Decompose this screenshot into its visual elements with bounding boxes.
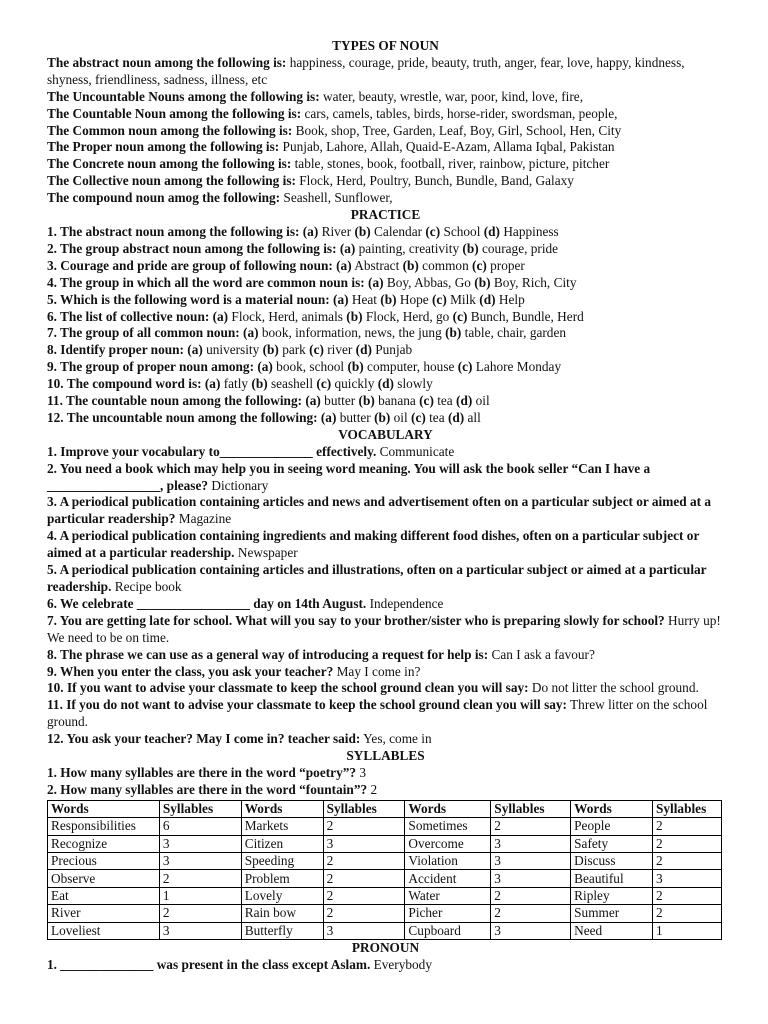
table-row [48, 835, 722, 852]
practice-question [47, 275, 724, 292]
table-row [48, 818, 722, 835]
syllable-count-cell: 2 [653, 905, 722, 922]
syllable-count-cell: 3 [323, 922, 405, 939]
section-title-vocabulary: VOCABULARY [338, 426, 433, 442]
vocabulary-question: 11. If you do not want to advise your classmate to keep the school ground clean you will say: Threw litter on the school ground. [47, 697, 708, 730]
practice-option-text: Lahore Monday [472, 359, 562, 375]
practice-question-bold-text: (c) [309, 342, 324, 358]
practice-question [47, 292, 724, 309]
word-cell: Butterfly [241, 922, 323, 939]
syllable-count-cell: 3 [159, 852, 241, 869]
practice-option-text: book, school [272, 359, 348, 375]
practice-option-text: Hope [396, 291, 432, 307]
practice-question-bold-text: (b) [346, 308, 363, 324]
word-cell: Rain bow [241, 905, 323, 922]
practice-option-text: Flock, Herd, animals [228, 308, 347, 324]
vocabulary-question: 6. We celebrate _________________ day on 14th August. Independence [47, 595, 444, 611]
practice-question [47, 393, 724, 410]
practice-question-bold-text: 7. The group of all common noun: (a) [47, 325, 259, 341]
practice-option-text: Heat [348, 291, 381, 307]
practice-question-bold-text: (b) [262, 342, 279, 358]
practice-question-bold-text: (d) [377, 376, 394, 392]
syllable-count-cell: 2 [323, 887, 405, 904]
practice-option-text: painting, creativity [355, 240, 463, 256]
practice-option-text: River [318, 223, 355, 239]
practice-option-text: Help [495, 291, 525, 307]
word-cell: Problem [241, 870, 323, 887]
practice-question-bold-text: 3. Courage and pride are group of following noun: (a) [47, 257, 352, 273]
practice-question-bold-text: (c) [316, 376, 332, 392]
word-cell: Cupboard [405, 922, 491, 939]
syllable-count-cell: 3 [653, 870, 722, 887]
syllable-count-cell: 2 [159, 905, 241, 922]
practice-question-bold-text: (b) [462, 240, 479, 256]
types-line: The Countable Noun among the following is: cars, camels, tables, birds, horse-rider, swordsman, people, [47, 105, 618, 121]
syllable-question: 2. How many syllables are there in the word “fountain”? 2 [47, 781, 378, 797]
word-cell: Violation [405, 852, 491, 869]
word-cell: Eat [48, 887, 160, 904]
syllable-count-cell: 2 [491, 887, 571, 904]
vocabulary-question: 3. A periodical publication containing articles and news and advertisement often on a particular subject or aimed at a particular readership? Magazine [47, 494, 711, 527]
word-cell: Citizen [241, 835, 323, 852]
column-header-syllables: Syllables [323, 800, 405, 817]
practice-option-text: proper [486, 257, 525, 273]
vocabulary-question: 9. When you enter the class, you ask your teacher? May I come in? [47, 663, 421, 679]
practice-option-text: banana [374, 393, 420, 409]
syllable-count-cell: 3 [323, 835, 405, 852]
types-line: The Collective noun among the following is: Flock, Herd, Poultry, Bunch, Bundle, Band, Galaxy [47, 173, 574, 189]
syllable-count-cell: 3 [491, 870, 571, 887]
table-row [48, 852, 722, 869]
vocabulary-question: 10. If you want to advise your classmate to keep the school ground clean you will say: Do not litter the school ground. [47, 680, 699, 696]
practice-question [47, 241, 724, 258]
practice-question-bold-text: (d) [479, 291, 496, 307]
word-cell: Recognize [48, 835, 160, 852]
practice-question [47, 258, 724, 275]
syllable-count-cell: 2 [653, 818, 722, 835]
syllable-count-cell: 3 [159, 835, 241, 852]
word-cell: Picher [405, 905, 491, 922]
table-row [48, 887, 722, 904]
practice-option-text: fatly [220, 376, 252, 392]
practice-question-bold-text: (c) [472, 257, 487, 273]
syllable-question: 1. How many syllables are there in the word “poetry”? 3 [47, 764, 366, 780]
practice-option-text: Abstract [351, 257, 403, 273]
table-row [48, 905, 722, 922]
word-cell: Markets [241, 818, 323, 835]
practice-question-bold-text: 2. The group abstract noun among the following is: (a) [47, 240, 356, 256]
practice-question-bold-text: (d) [483, 223, 500, 239]
syllable-count-cell: 1 [159, 887, 241, 904]
syllable-count-cell: 2 [323, 852, 405, 869]
practice-option-text: oil [472, 393, 490, 409]
practice-option-text: computer, house [363, 359, 458, 375]
table-row [48, 922, 722, 939]
types-of-noun-list [47, 55, 724, 207]
practice-question-bold-text: (b) [347, 359, 364, 375]
practice-question [47, 325, 724, 342]
practice-question-bold-text: (c) [432, 291, 447, 307]
column-header-words: Words [405, 800, 491, 817]
word-cell: Water [405, 887, 491, 904]
section-title-practice: PRACTICE [350, 207, 421, 223]
word-cell: Responsibilities [48, 818, 160, 835]
word-cell: Safety [571, 835, 653, 852]
vocabulary-question: 1. Improve your vocabulary to______________ effectively. Communicate [47, 443, 455, 459]
syllable-count-cell: 2 [653, 835, 722, 852]
practice-option-text: seashell [267, 376, 317, 392]
practice-question [47, 376, 724, 393]
practice-question-bold-text: (b) [445, 325, 462, 341]
practice-question-bold-text: (b) [354, 223, 371, 239]
practice-option-text: common [418, 257, 473, 273]
practice-question-list [47, 224, 724, 427]
types-line: The abstract noun among the following is: happiness, courage, pride, beauty, truth, anger, fear, love, happy, kindness, shyness, friendliness, sadness, illness, etc [47, 54, 685, 87]
types-line: The Uncountable Nouns among the following is: water, beauty, wrestle, war, poor, kind, love, fire, [47, 88, 584, 104]
word-cell: Overcome [405, 835, 491, 852]
types-line: The compound noun amog the following: Seashell, Sunflower, [47, 190, 393, 206]
syllable-count-cell: 2 [323, 818, 405, 835]
practice-question-bold-text: (b) [358, 393, 375, 409]
word-cell: Beautiful [571, 870, 653, 887]
practice-question-bold-text: 5. Which is the following word is a material noun: (a) [47, 291, 349, 307]
vocabulary-question: 7. You are getting late for school. What will you say to your brother/sister who is preparing slowly for school? Hurry up! We need to be on time. [47, 612, 721, 645]
table-row [48, 870, 722, 887]
practice-question [47, 359, 724, 376]
practice-option-text: tea [425, 409, 448, 425]
syllable-count-cell: 2 [159, 870, 241, 887]
practice-option-text: university [202, 342, 263, 358]
practice-question-bold-text: (c) [452, 308, 468, 324]
practice-question-bold-text: (b) [380, 291, 397, 307]
section-title-pronoun: PRONOUN [351, 939, 420, 955]
pronoun-question: 1. ______________ was present in the class except Aslam. Everybody [47, 956, 432, 972]
practice-question-bold-text: 9. The group of proper noun among: (a) [47, 359, 273, 375]
practice-question-bold-text: 10. The compound word is: (a) [47, 376, 221, 392]
syllable-count-cell: 3 [491, 922, 571, 939]
practice-question [47, 342, 724, 359]
practice-question-bold-text: (c) [457, 359, 473, 375]
vocabulary-question: 5. A periodical publication containing articles and illustrations, often on a particular subject or aimed at a particular readership. Recipe book [47, 562, 707, 594]
practice-option-text: quickly [331, 376, 378, 392]
word-cell: Lovely [241, 887, 323, 904]
vocabulary-question: 2. You need a book which may help you in seeing word meaning. You will ask the book seller “Can I have a _________________, please? Dictionary [47, 460, 651, 493]
vocabulary-question: 12. You ask your teacher? May I come in? teacher said: Yes, come in [47, 731, 432, 747]
practice-question-bold-text: (b) [374, 409, 391, 425]
syllable-count-cell: 6 [159, 818, 241, 835]
practice-option-text: Bunch, Bundle, Herd [467, 308, 584, 324]
practice-option-text: Milk [446, 291, 480, 307]
syllable-count-cell: 2 [323, 905, 405, 922]
types-line: The Proper noun among the following is: Punjab, Lahore, Allah, Quaid-E-Azam, Allama Iqbal, Pakistan [47, 139, 615, 155]
word-cell: Speeding [241, 852, 323, 869]
word-cell: Observe [48, 870, 160, 887]
practice-option-text: butter [320, 393, 359, 409]
practice-option-text: Calendar [370, 223, 426, 239]
practice-option-text: butter [336, 409, 375, 425]
practice-option-text: tea [433, 393, 457, 409]
syllable-table-body [48, 818, 722, 940]
practice-question-bold-text: 6. The list of collective noun: (a) [47, 308, 229, 324]
practice-question-bold-text: (d) [447, 409, 465, 425]
practice-question-bold-text: (b) [402, 257, 419, 273]
column-header-words: Words [48, 800, 160, 817]
word-cell: Sometimes [405, 818, 491, 835]
practice-question-bold-text: 12. The uncountable noun among the following: (a) [47, 409, 337, 425]
practice-option-text: table, chair, garden [461, 325, 567, 341]
word-cell: Discuss [571, 852, 653, 869]
column-header-words: Words [241, 800, 323, 817]
practice-option-text: park [278, 342, 310, 358]
practice-option-text: slowly [393, 376, 433, 392]
syllable-count-cell: 2 [491, 905, 571, 922]
practice-question-bold-text: (b) [474, 274, 491, 290]
column-header-syllables: Syllables [653, 800, 722, 817]
word-cell: People [571, 818, 653, 835]
word-cell: River [48, 905, 160, 922]
syllable-table-header-row [48, 800, 722, 817]
practice-question-bold-text: (d) [355, 342, 372, 358]
practice-option-text: Boy, Abbas, Go [383, 274, 475, 290]
syllable-count-cell: 2 [323, 870, 405, 887]
practice-option-text: Punjab [371, 342, 413, 358]
word-cell: Summer [571, 905, 653, 922]
vocabulary-question: 8. The phrase we can use as a general way of introducing a request for help is: Can I ask a favour? [47, 646, 595, 662]
syllable-count-cell: 3 [491, 835, 571, 852]
practice-question-bold-text: 11. The countable noun among the following: (a) [47, 393, 321, 409]
syllable-count-cell: 3 [491, 852, 571, 869]
practice-option-text: Happiness [500, 223, 559, 239]
word-cell: Accident [405, 870, 491, 887]
types-line: The Common noun among the following is: Book, shop, Tree, Garden, Leaf, Boy, Girl, School, Hen, City [47, 122, 622, 138]
syllable-count-cell: 2 [653, 852, 722, 869]
types-line: The Concrete noun among the following is: table, stones, book, football, river, rainbow, picture, pitcher [47, 156, 610, 172]
practice-option-text: courage, pride [478, 240, 559, 256]
word-cell: Loveliest [48, 922, 160, 939]
practice-option-text: School [440, 223, 484, 239]
practice-question [47, 410, 724, 427]
practice-question [47, 224, 724, 241]
column-header-syllables: Syllables [491, 800, 571, 817]
practice-option-text: Flock, Herd, go [362, 308, 453, 324]
practice-question-bold-text: 1. The abstract noun among the following is: (a) [47, 223, 319, 239]
practice-option-text: book, information, news, the jung [258, 325, 446, 341]
practice-question-bold-text: 4. The group in which all the word are common noun is: (a) [47, 274, 384, 290]
vocabulary-question: 4. A periodical publication containing ingredients and making different food dishes, often on a particular subject or aimed at a particular readership. Newspaper [47, 528, 700, 561]
word-cell: Ripley [571, 887, 653, 904]
practice-question-bold-text: (d) [456, 393, 473, 409]
section-title-syllables: SYLLABLES [346, 748, 425, 764]
practice-question [47, 309, 724, 326]
practice-question-bold-text: (c) [411, 409, 426, 425]
practice-option-text: river [323, 342, 356, 358]
syllable-table [47, 800, 722, 940]
syllable-count-cell: 2 [653, 887, 722, 904]
syllable-count-cell: 2 [491, 818, 571, 835]
column-header-words: Words [571, 800, 653, 817]
column-header-syllables: Syllables [159, 800, 241, 817]
practice-option-text: oil [390, 409, 412, 425]
syllable-count-cell: 3 [159, 922, 241, 939]
word-cell: Precious [48, 852, 160, 869]
practice-question-bold-text: (c) [425, 223, 441, 239]
practice-question-bold-text: (c) [419, 393, 434, 409]
practice-option-text: all [464, 409, 481, 425]
syllable-count-cell: 1 [653, 922, 722, 939]
word-cell: Need [571, 922, 653, 939]
section-title-types-of-noun: TYPES OF NOUN [332, 38, 439, 53]
practice-question-bold-text: (b) [251, 376, 268, 392]
practice-option-text: Boy, Rich, City [490, 274, 577, 290]
practice-question-bold-text: 8. Identify proper noun: (a) [47, 342, 203, 358]
vocabulary-question-list [47, 444, 724, 748]
